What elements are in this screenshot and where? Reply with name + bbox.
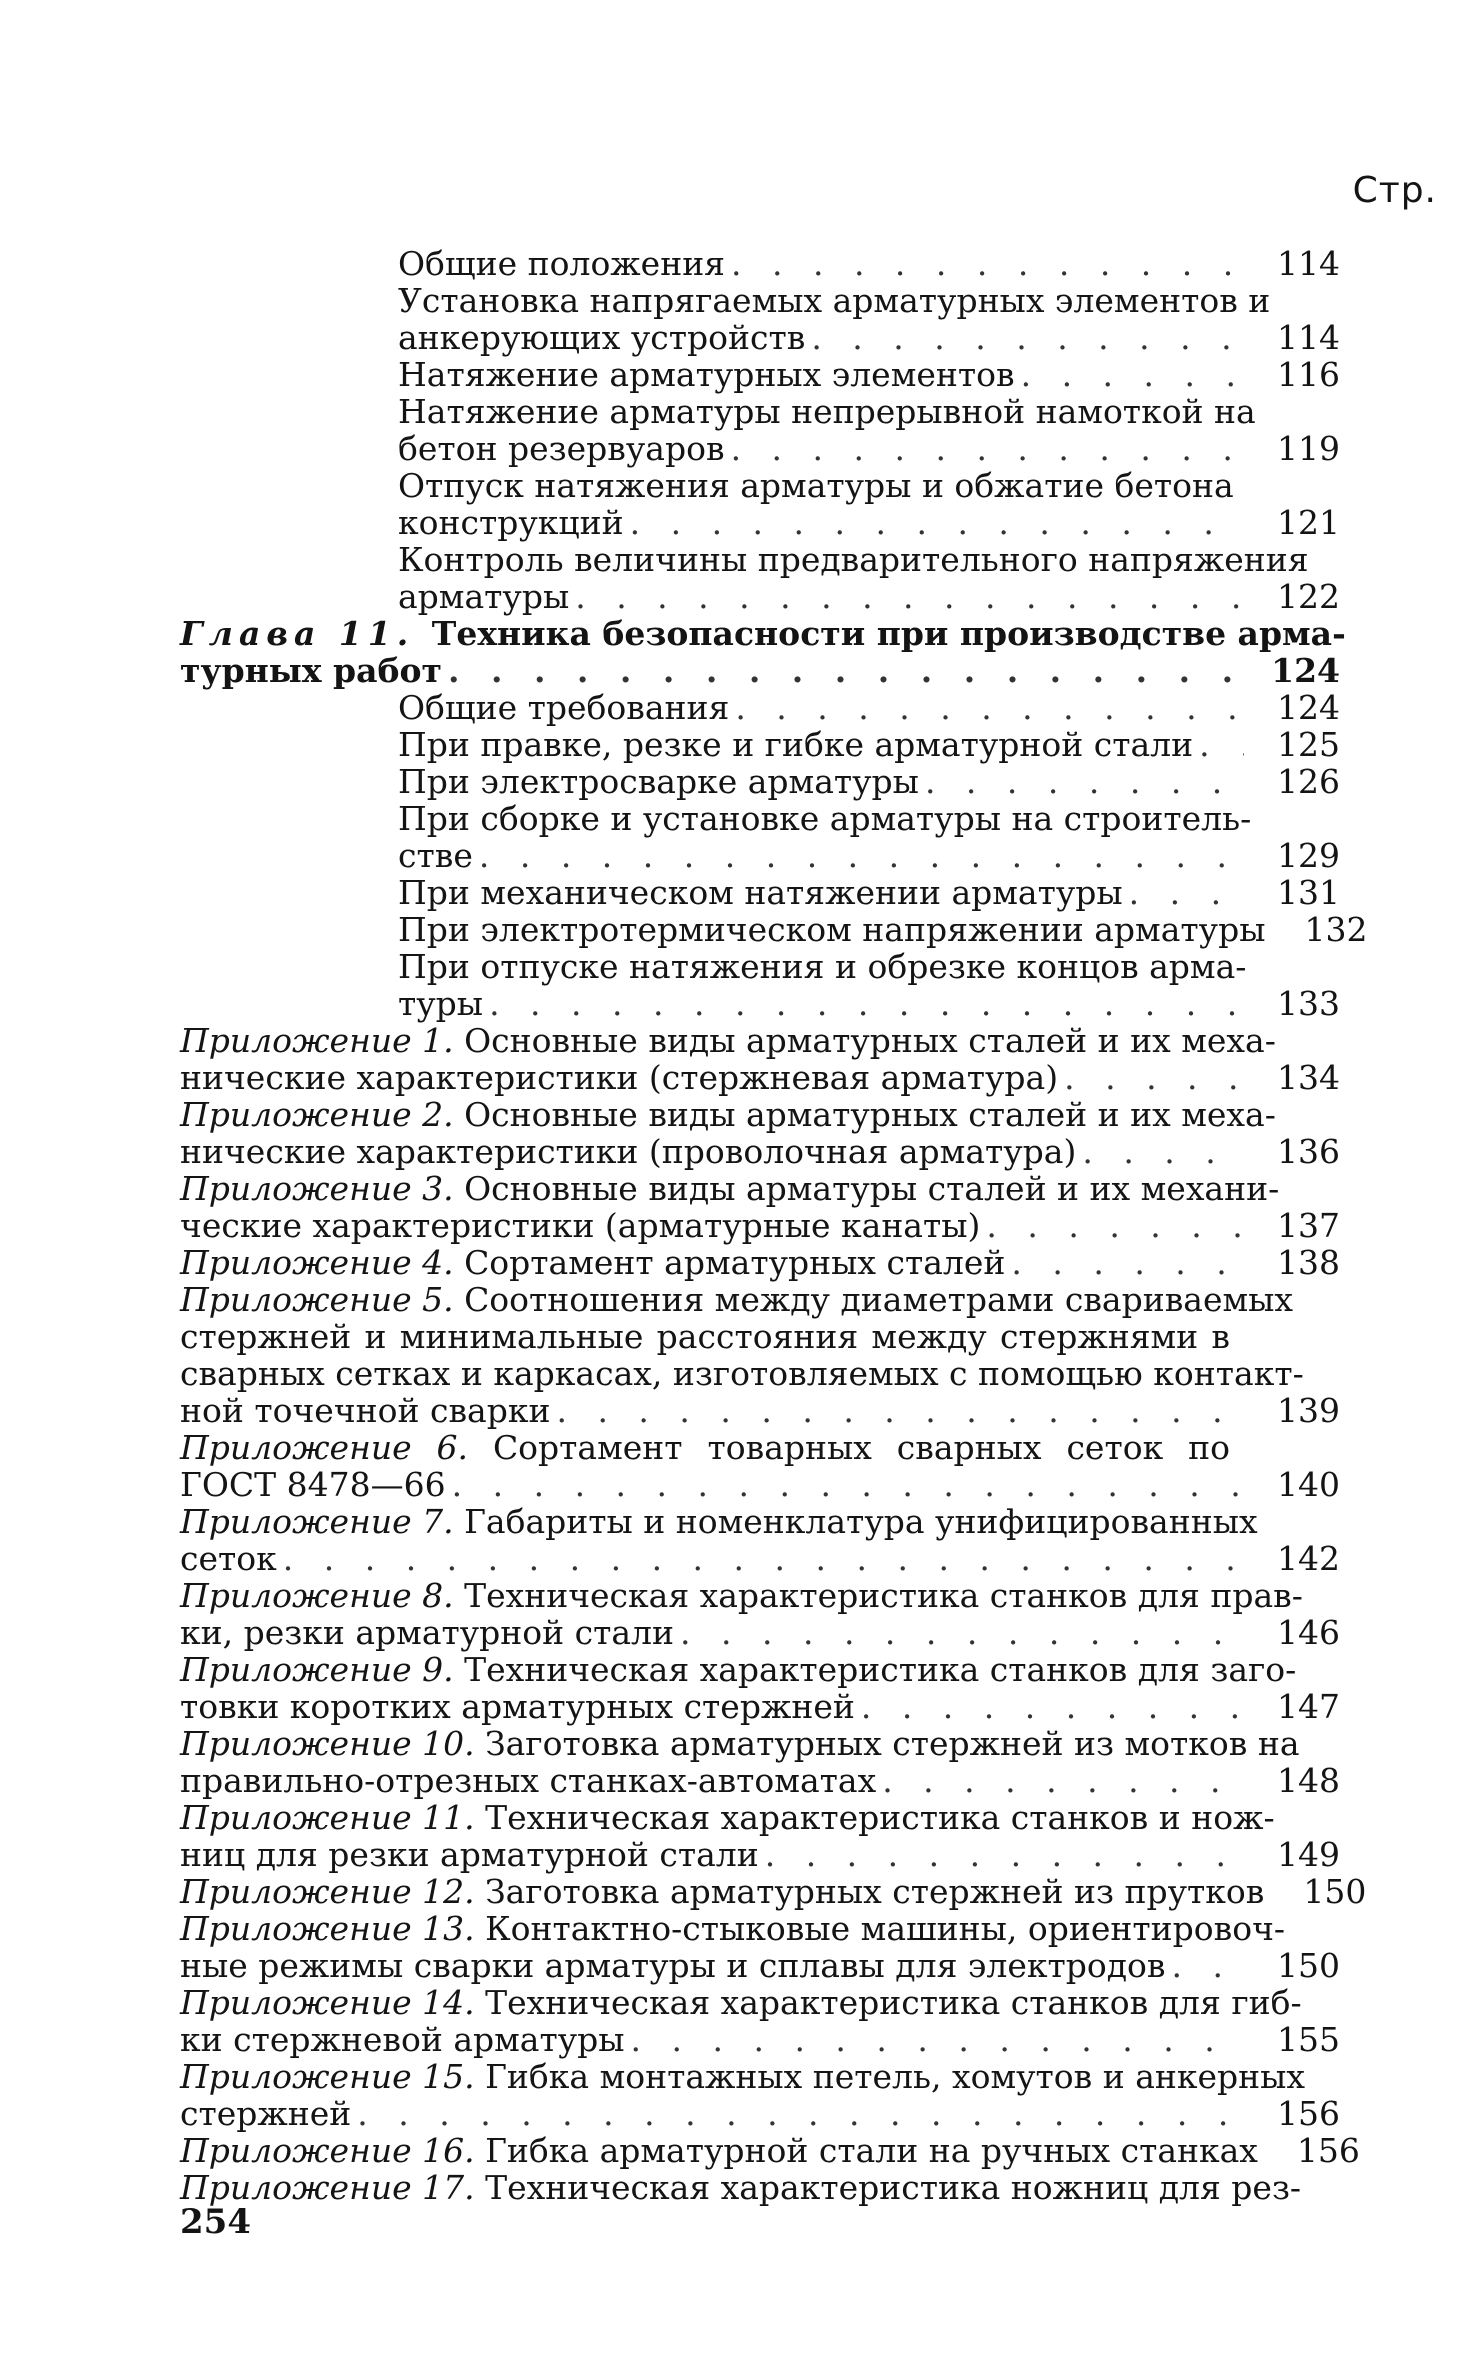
toc-entry-text: туры [398, 984, 484, 1023]
appendix-label: Приложение 11. [180, 1798, 486, 1837]
leader-dots [882, 1762, 1244, 1799]
toc-entry [180, 1244, 1340, 1281]
toc-entry-line [180, 1429, 1340, 1466]
toc-entry-text: Техническая характеристика ножниц для рез- [485, 2168, 1302, 2207]
toc-entry-text: ГОСТ 8478—66 [180, 1465, 446, 1504]
leader-dots [452, 1466, 1244, 1503]
toc-page-number: 131 [1277, 873, 1340, 912]
toc-entry-line [398, 541, 1340, 578]
toc-entry-line [180, 1577, 1340, 1614]
toc-entry [180, 1872, 1367, 1911]
toc-entry-line [180, 614, 1346, 653]
toc-page-number: 133 [1277, 984, 1340, 1023]
leader-dots [479, 837, 1244, 874]
toc-entry [180, 1503, 1340, 1577]
leader-dots [731, 245, 1244, 282]
toc-entry-text: Контактно-стыковые машины, ориентировоч- [485, 1909, 1286, 1948]
toc-page-number: 124 [1277, 688, 1340, 727]
toc-entry-text: сеток [180, 1539, 277, 1578]
toc-entry-line [180, 1872, 1367, 1911]
toc-entry-line [180, 2131, 1360, 2170]
toc-page-number: 146 [1277, 1613, 1340, 1652]
leader-dots [448, 652, 1244, 689]
toc-entry-line [180, 1392, 1340, 1429]
toc-entry-text: Техника безопасности при производстве арма- [431, 614, 1346, 653]
toc-page-number: 121 [1277, 503, 1340, 542]
toc-page-number: 114 [1277, 244, 1340, 283]
toc-page-number: 147 [1277, 1687, 1340, 1726]
leader-dots [630, 504, 1244, 541]
leader-dots [1021, 356, 1244, 393]
appendix-label: Приложение 5. [180, 1280, 465, 1319]
page-number: 254 [180, 2202, 251, 2242]
table-of-contents [180, 244, 1368, 2207]
toc-page-number: 156 [1296, 2131, 1360, 2170]
toc-entry-line [398, 319, 1340, 356]
toc-entry-line [398, 689, 1340, 726]
toc-entry-text: При сборке и установке арматуры на строитель- [398, 799, 1252, 838]
toc-entry [180, 541, 1340, 615]
toc-entry-text: Гибка арматурной стали на ручных станках [485, 2131, 1258, 2170]
toc-page-number: 148 [1277, 1761, 1340, 1800]
toc-entry-text: нические характеристики (стержневая арматура) [180, 1058, 1059, 1097]
toc-entry-line [180, 652, 1340, 689]
toc-entry-line [180, 1836, 1340, 1873]
toc-entry-text: анкерующих устройств [398, 318, 806, 357]
toc-entry-line [180, 1503, 1340, 1540]
toc-entry [180, 763, 1340, 800]
leader-dots [1172, 1947, 1244, 1984]
toc-entry-text: При механическом натяжении арматуры [398, 873, 1123, 912]
toc-entry-line [180, 1207, 1340, 1244]
leader-dots [283, 1540, 1244, 1577]
toc-page-number: 124 [1271, 651, 1340, 690]
toc-entry-text: Габариты и номенклатура унифицированных [464, 1502, 1258, 1541]
toc-page-number: 126 [1277, 762, 1340, 801]
leader-dots [556, 1392, 1244, 1429]
toc-entry-text: Контроль величины предварительного напряжения [398, 540, 1309, 579]
toc-page-number: 150 [1277, 1946, 1340, 1985]
toc-entry-text: ные режимы сварки арматуры и сплавы для электродов [180, 1946, 1166, 1985]
leader-dots [986, 1207, 1244, 1244]
leader-dots [925, 763, 1244, 800]
appendix-label: Приложение 4. [180, 1243, 465, 1282]
appendix-label: Приложение 7. [180, 1502, 465, 1541]
toc-entry [180, 2169, 1340, 2206]
toc-entry-text: Общие положения [398, 244, 726, 283]
toc-entry-text: Общие требования [398, 688, 730, 727]
toc-entry [180, 1577, 1340, 1651]
toc-entry [180, 1910, 1340, 1984]
toc-entry-line [180, 1762, 1340, 1799]
toc-page-number: 134 [1277, 1058, 1340, 1097]
toc-entry [180, 2058, 1340, 2132]
toc-entry-text: Натяжение арматурных элементов [398, 355, 1015, 394]
toc-page-number: 119 [1277, 429, 1340, 468]
toc-entry-line [180, 2169, 1340, 2206]
appendix-label: Приложение 15. [180, 2057, 486, 2096]
toc-entry-line [180, 1170, 1340, 1207]
toc-entry-text: Техническая характеристика станков и нож- [485, 1798, 1275, 1837]
toc-entry [180, 1022, 1340, 1096]
toc-entry-text: Гибка монтажных петель, хомутов и анкерных [485, 2057, 1306, 2096]
toc-page-number: 142 [1277, 1539, 1340, 1578]
toc-entry [180, 1170, 1340, 1244]
appendix-label: Приложение 16. [180, 2131, 486, 2170]
toc-entry [180, 689, 1340, 726]
toc-entry-text: турных работ [180, 651, 442, 690]
toc-entry-text: ниц для резки арматурной стали [180, 1835, 759, 1874]
leader-dots [731, 430, 1244, 467]
toc-entry-text: ческие характеристики (арматурные канаты) [180, 1206, 981, 1245]
toc-entry-text: Заготовка арматурных стержней из прутков [485, 1872, 1265, 1911]
appendix-label: Приложение 14. [180, 1983, 486, 2022]
toc-entry-line [180, 1318, 1340, 1355]
toc-entry-text: конструкций [398, 503, 624, 542]
toc-entry [180, 726, 1340, 763]
leader-dots [765, 1836, 1244, 1873]
toc-entry-line [398, 578, 1340, 615]
toc-entry-line [180, 2095, 1340, 2132]
toc-entry-line [398, 726, 1340, 763]
toc-page-number: 125 [1277, 725, 1340, 764]
toc-page-number: 136 [1277, 1132, 1340, 1171]
toc-entry-line [180, 2021, 1340, 2058]
appendix-label: Приложение 1. [180, 1021, 465, 1060]
toc-entry-line [180, 1466, 1340, 1503]
appendix-label: Приложение 12. [180, 1872, 486, 1911]
toc-entry [180, 245, 1340, 282]
appendix-label: Приложение 6. [180, 1428, 493, 1467]
toc-entry-text: ки, резки арматурной стали [180, 1613, 675, 1652]
toc-entry [180, 467, 1340, 541]
toc-entry-line [398, 245, 1340, 282]
toc-entry-line [398, 763, 1340, 800]
toc-entry [180, 948, 1340, 1022]
toc-entry-line [398, 874, 1340, 911]
toc-page-number: 139 [1277, 1391, 1340, 1430]
toc-entry-line [180, 1910, 1340, 1947]
toc-entry-text: Сортамент товарных сварных сеток по [492, 1428, 1230, 1467]
toc-page-number: 156 [1277, 2094, 1340, 2133]
toc-entry-line [398, 837, 1340, 874]
toc-entry-line [180, 1244, 1340, 1281]
appendix-label: Приложение 8. [180, 1576, 465, 1615]
toc-entry-text: правильно-отрезных станках-автоматах [180, 1761, 877, 1800]
toc-entry-line [180, 1614, 1340, 1651]
toc-entry-line [180, 1022, 1340, 1059]
toc-entry [180, 910, 1368, 949]
toc-entry [180, 393, 1340, 467]
leader-dots [631, 2021, 1244, 2058]
toc-entry-text: стержней и минимальные расстояния между стержнями в [180, 1317, 1230, 1356]
toc-entry-text: Сортамент арматурных сталей [464, 1243, 1006, 1282]
appendix-label: Приложение 17. [180, 2168, 486, 2207]
toc-entry-text: стержней [180, 2094, 352, 2133]
toc-page-number: 116 [1277, 355, 1340, 394]
toc-entry-line [180, 1059, 1340, 1096]
toc-entry-line [398, 910, 1368, 949]
toc-entry-line [398, 393, 1340, 430]
toc-entry-text: Заготовка арматурных стержней из мотков на [485, 1724, 1300, 1763]
toc-entry-line [398, 467, 1340, 504]
toc-entry-line [180, 1984, 1340, 2021]
toc-entry-text: стве [398, 836, 473, 875]
appendix-label: Приложение 10. [180, 1724, 486, 1763]
appendix-label: Приложение 2. [180, 1095, 465, 1134]
toc-entry [180, 1984, 1340, 2058]
chapter-label: Глава 11. [180, 614, 432, 653]
leader-dots [489, 985, 1244, 1022]
toc-entry [180, 1281, 1340, 1429]
toc-entry-text: товки коротких арматурных стержней [180, 1687, 855, 1726]
toc-page-number: 114 [1277, 318, 1340, 357]
toc-page-number: 149 [1277, 1835, 1340, 1874]
toc-entry-line [180, 1133, 1340, 1170]
toc-entry-text: Установка напрягаемых арматурных элементов и [398, 281, 1271, 320]
toc-entry-line [180, 1651, 1340, 1688]
toc-entry-line [180, 1725, 1340, 1762]
toc-entry-text: Техническая характеристика станков для заго- [464, 1650, 1297, 1689]
toc-entry-line [398, 282, 1340, 319]
toc-entry [180, 1725, 1340, 1799]
toc-page-number: 150 [1303, 1872, 1367, 1911]
leader-dots [680, 1614, 1244, 1651]
toc-entry-text: Техническая характеристика станков для прав- [464, 1576, 1303, 1615]
toc-entry-text: ной точечной сварки [180, 1391, 551, 1430]
appendix-label: Приложение 13. [180, 1909, 486, 1948]
toc-entry-line [180, 1540, 1340, 1577]
toc-entry-line [180, 2058, 1340, 2095]
toc-entry [180, 356, 1340, 393]
toc-entry-text: бетон резервуаров [398, 429, 725, 468]
leader-dots [575, 578, 1244, 615]
toc-entry-text: При правке, резке и гибке арматурной стали [398, 725, 1194, 764]
toc-entry-line [180, 1947, 1340, 1984]
toc-entry-text: ки стержневой арматуры [180, 2020, 625, 2059]
toc-entry-text: Основные виды арматурных сталей и их меха- [464, 1095, 1276, 1134]
toc-entry [180, 2131, 1360, 2170]
leader-dots [861, 1688, 1244, 1725]
toc-page-number: 122 [1277, 577, 1340, 616]
leader-dots [735, 689, 1244, 726]
toc-entry-line [398, 356, 1340, 393]
toc-page-number: 132 [1304, 910, 1368, 949]
toc-entry-text: арматуры [398, 577, 570, 616]
toc-entry-text: нические характеристики (проволочная арматура) [180, 1132, 1077, 1171]
toc-entry [180, 1799, 1340, 1873]
toc-page-number: 137 [1277, 1206, 1340, 1245]
toc-entry-text: При электротермическом напряжении арматуры [398, 910, 1266, 949]
toc-entry-text: Соотношения между диаметрами свариваемых [464, 1280, 1294, 1319]
toc-page-number: 129 [1277, 836, 1340, 875]
toc-entry [180, 800, 1340, 874]
toc-entry-line [180, 1281, 1340, 1318]
toc-entry-line [398, 504, 1340, 541]
toc-entry [180, 614, 1346, 690]
toc-entry-line [180, 1355, 1340, 1392]
appendix-label: Приложение 3. [180, 1169, 465, 1208]
toc-entry [180, 282, 1340, 356]
toc-entry-text: Техническая характеристика станков для гиб- [485, 1983, 1302, 2022]
toc-entry [180, 1429, 1340, 1503]
toc-entry [180, 1651, 1340, 1725]
toc-entry-text: Основные виды арматурных сталей и их меха- [464, 1021, 1276, 1060]
leader-dots [1199, 726, 1244, 763]
page-column-header: Стр. [1352, 170, 1437, 211]
toc-entry-line [398, 800, 1340, 837]
toc-page-number: 140 [1277, 1465, 1340, 1504]
toc-entry-line [180, 1799, 1340, 1836]
leader-dots [357, 2095, 1244, 2132]
toc-entry-text: Основные виды арматуры сталей и их механи- [464, 1169, 1280, 1208]
toc-entry [180, 874, 1340, 911]
toc-page-number: 155 [1277, 2020, 1340, 2059]
toc-page-number: 138 [1277, 1243, 1340, 1282]
leader-dots [1082, 1133, 1244, 1170]
leader-dots [1011, 1244, 1244, 1281]
leader-dots [1064, 1059, 1244, 1096]
toc-entry [180, 1096, 1340, 1170]
leader-dots [811, 319, 1244, 356]
toc-entry-text: Натяжение арматуры непрерывной намоткой на [398, 392, 1256, 431]
toc-entry-line [180, 1096, 1340, 1133]
toc-entry-text: сварных сетках и каркасах, изготовляемых с помощью контакт- [180, 1354, 1304, 1393]
toc-entry-text: При отпуске натяжения и обрезке концов арма- [398, 947, 1247, 986]
toc-entry-line [398, 948, 1340, 985]
toc-entry-text: Отпуск натяжения арматуры и обжатие бетона [398, 466, 1234, 505]
toc-entry-line [398, 985, 1340, 1022]
toc-entry-text: При электросварке арматуры [398, 762, 919, 801]
toc-entry-line [398, 430, 1340, 467]
appendix-label: Приложение 9. [180, 1650, 465, 1689]
leader-dots [1129, 874, 1244, 911]
toc-entry-line [180, 1688, 1340, 1725]
